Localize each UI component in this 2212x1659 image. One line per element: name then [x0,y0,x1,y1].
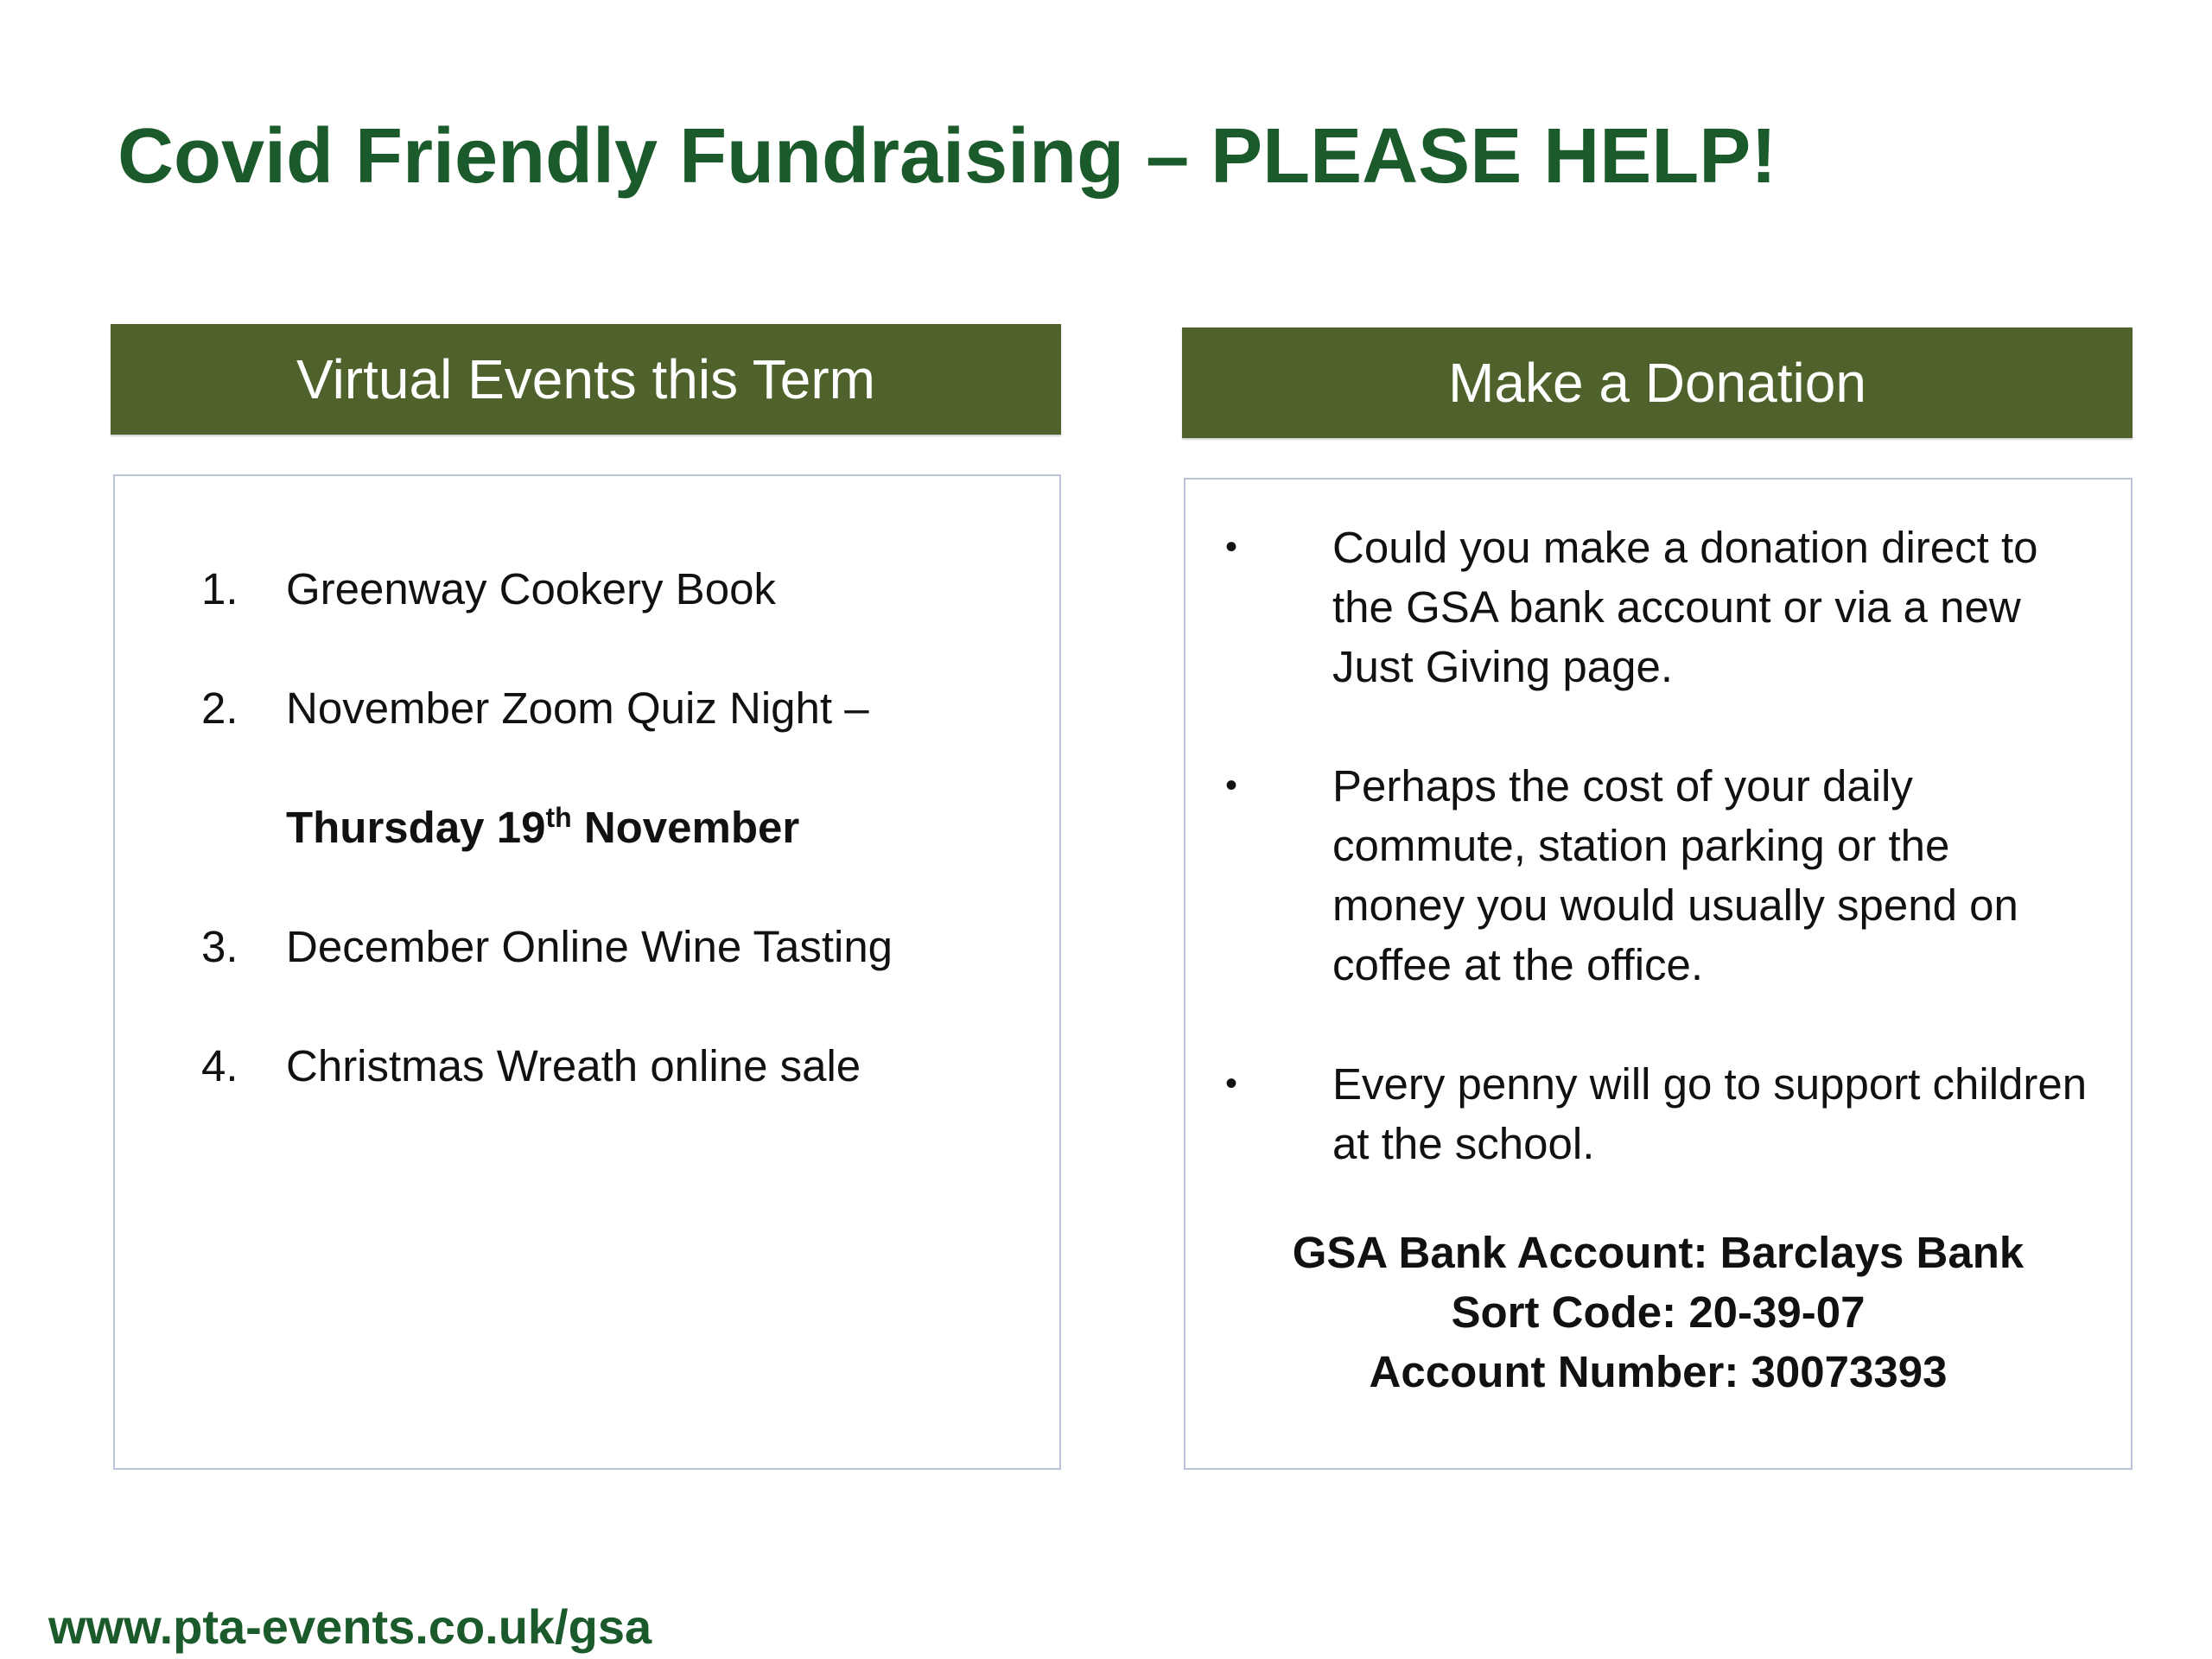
virtual-events-header [111,324,1061,435]
event-date-day: Thursday 19 [286,803,546,852]
event-number: 2. [201,683,238,733]
make-donation-header [1182,327,2133,438]
event-item-3 [201,916,893,978]
donation-panel [1184,478,2133,1470]
donation-text: Every penny will go to support children at the school. [1332,1059,2088,1168]
donation-item-2 [1225,756,2089,995]
slide-title: Covid Friendly Fundraising – PLEASE HELP! [118,113,1777,200]
event-item-2 [201,677,893,859]
event-text: December Online Wine Tasting [286,922,893,971]
event-text: November Zoom Quiz Night – [286,683,869,733]
event-date-ordinal: th [545,802,572,833]
event-number: 4. [201,1041,238,1090]
event-item-1 [201,558,893,620]
event-text: Greenway Cookery Book [286,564,776,613]
bullet-icon: • [1225,528,1238,566]
bullet-icon: • [1225,766,1238,804]
bank-details [1185,1223,2131,1402]
virtual-events-header-label: Virtual Events this Term [296,348,875,410]
donation-item-1 [1225,518,2089,696]
footer-url: www.pta-events.co.uk/gsa [48,1599,652,1654]
event-item-4 [201,1035,893,1097]
donation-text: Could you make a donation direct to the GSA bank account or via a new Just Giving page. [1332,523,2038,691]
bank-account-number: Account Number: 30073393 [1369,1347,1948,1396]
event-number: 1. [201,564,238,613]
event-date-month: November [571,803,800,852]
donation-text: Perhaps the cost of your daily commute, station parking or the money you would usually spend on coffee at the office. [1332,761,2018,989]
bank-account-name: GSA Bank Account: Barclays Bank [1292,1228,2024,1277]
event-number: 3. [201,922,238,971]
event-date [286,797,893,859]
event-text: Christmas Wreath online sale [286,1041,861,1090]
virtual-events-panel [113,474,1061,1470]
events-list [201,558,893,1154]
donation-item-3 [1225,1054,2089,1173]
bullet-icon: • [1225,1065,1238,1103]
donation-list [1225,518,2089,1233]
make-donation-header-label: Make a Donation [1448,352,1866,414]
bank-sort-code: Sort Code: 20-39-07 [1451,1287,1866,1337]
